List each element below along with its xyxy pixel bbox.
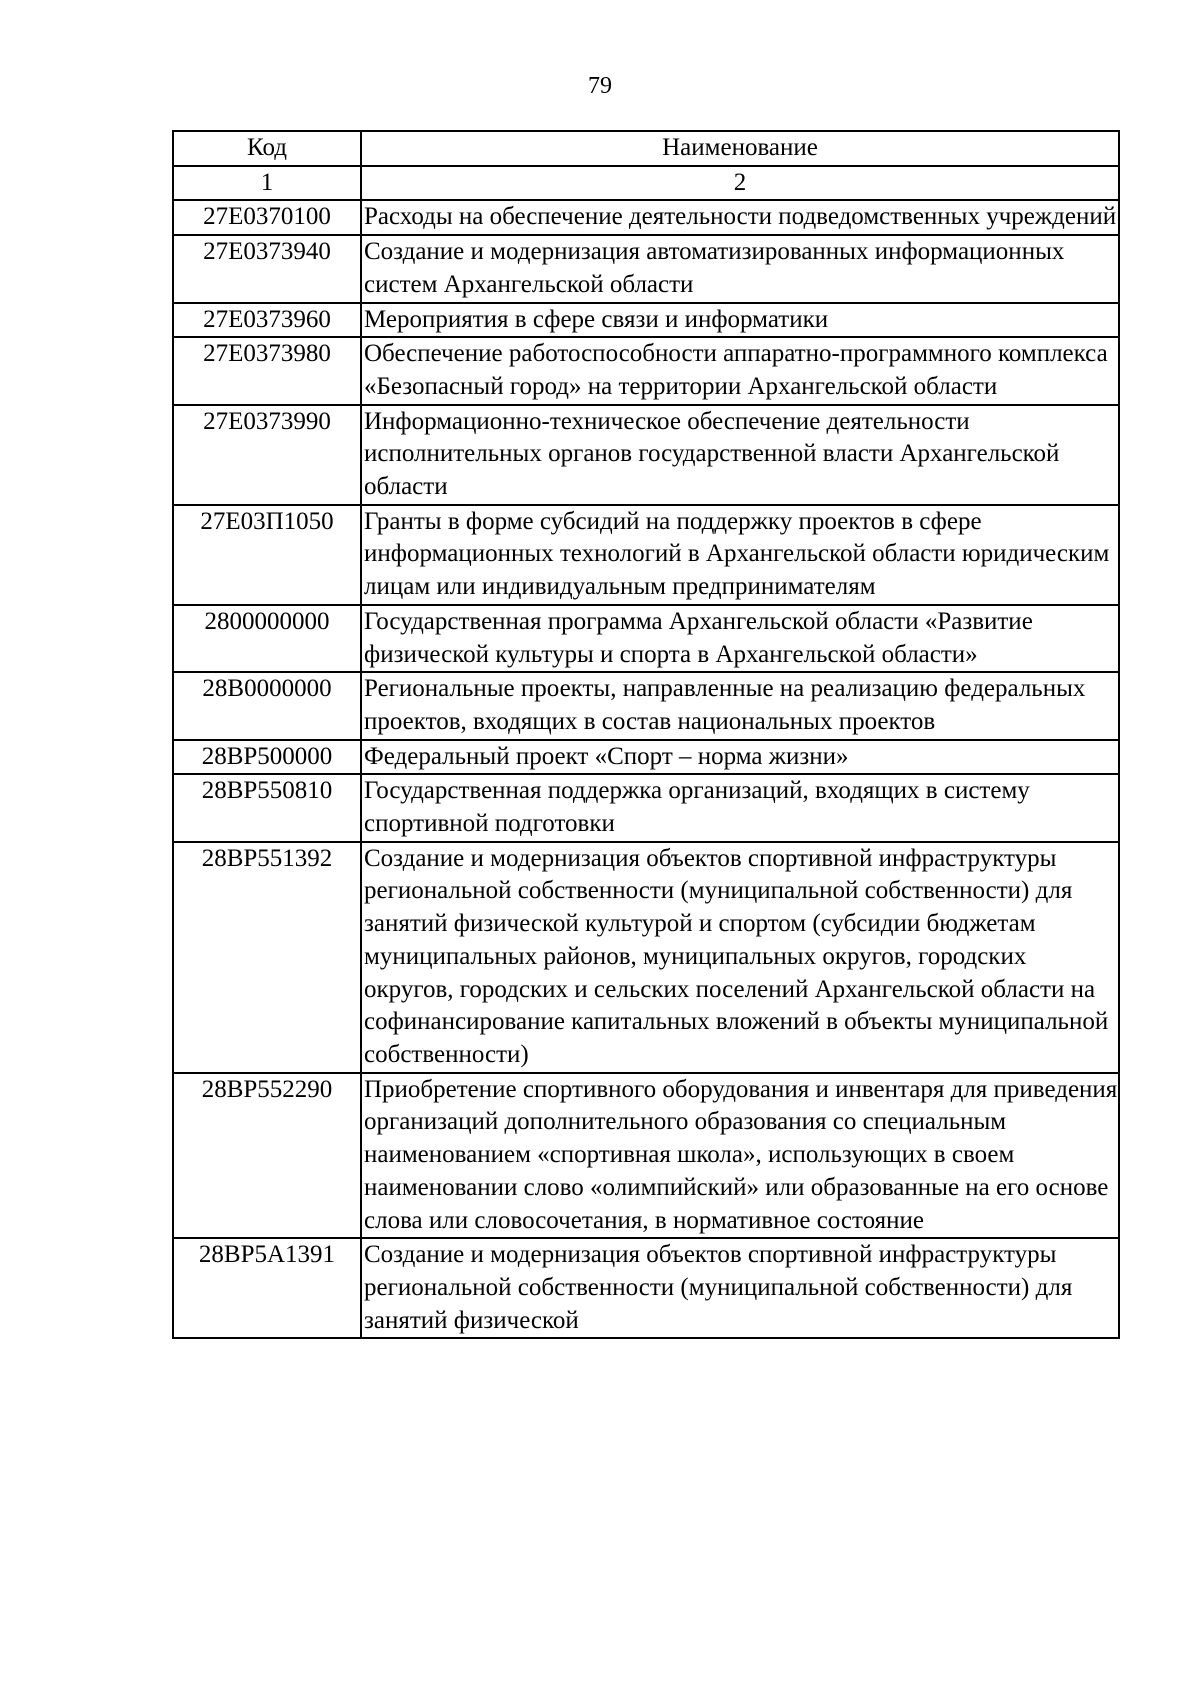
row-code: 28ВР5А1391 <box>173 1238 361 1338</box>
table-row <box>173 605 1119 672</box>
column-number-1: 1 <box>173 166 361 201</box>
table-row <box>173 505 1119 605</box>
row-name: Мероприятия в сфере связи и информатики <box>361 303 1119 338</box>
table-row <box>173 774 1119 841</box>
row-code: 28ВР500000 <box>173 740 361 775</box>
table-row <box>173 1073 1119 1239</box>
budget-codes-table <box>172 130 1120 1339</box>
row-name: Расходы на обеспечение деятельности подведомственных учреждений <box>361 200 1119 235</box>
row-name: Создание и модернизация объектов спортивной инфраструктуры региональной собственности (муниципальной собственности) для занятий физической культурой и спортом (субсидии бюджетам муниципальных районов, муниципальных округов, городских округов, городских и сельских поселений Архангельской области на софинансирование капитальных вложений в объекты муниципальной собственности) <box>361 842 1119 1073</box>
column-number-2: 2 <box>361 166 1119 201</box>
table-row <box>173 235 1119 302</box>
row-code: 28ВР550810 <box>173 774 361 841</box>
table-row <box>173 842 1119 1073</box>
row-name: Гранты в форме субсидий на поддержку проектов в сфере информационных технологий в Архангельской области юридическим лицам или индивидуальным предпринимателям <box>361 505 1119 605</box>
table-row <box>173 672 1119 739</box>
row-name: Федеральный проект «Спорт – норма жизни» <box>361 740 1119 775</box>
row-name: Создание и модернизация автоматизированных информационных систем Архангельской области <box>361 235 1119 302</box>
row-name: Приобретение спортивного оборудования и инвентаря для приведения организаций дополнительного образования со специальным наименованием «спортивная школа», использующих в своем наименовании слово «олимпийский» или образованные на его основе слова или словосочетания, в нормативное состояние <box>361 1073 1119 1239</box>
row-name: Региональные проекты, направленные на реализацию федеральных проектов, входящих в состав национальных проектов <box>361 672 1119 739</box>
table-row <box>173 337 1119 404</box>
row-name: Обеспечение работоспособности аппаратно-программного комплекса «Безопасный город» на территории Архангельской области <box>361 337 1119 404</box>
row-code: 2800000000 <box>173 605 361 672</box>
row-code: 27Е0373990 <box>173 405 361 505</box>
row-code: 28В0000000 <box>173 672 361 739</box>
table-row <box>173 200 1119 235</box>
table-row <box>173 405 1119 505</box>
header-name: Наименование <box>361 131 1119 166</box>
header-code: Код <box>173 131 361 166</box>
row-name: Создание и модернизация объектов спортивной инфраструктуры региональной собственности (муниципальной собственности) для занятий физической <box>361 1238 1119 1338</box>
table-row <box>173 303 1119 338</box>
row-code: 27Е0373980 <box>173 337 361 404</box>
row-code: 27Е0370100 <box>173 200 361 235</box>
row-name: Государственная программа Архангельской области «Развитие физической культуры и спорта в Архангельской области» <box>361 605 1119 672</box>
row-code: 27Е03П1050 <box>173 505 361 605</box>
row-code: 27Е0373960 <box>173 303 361 338</box>
table-row <box>173 740 1119 775</box>
row-name: Государственная поддержка организаций, входящих в систему спортивной подготовки <box>361 774 1119 841</box>
row-code: 27Е0373940 <box>173 235 361 302</box>
row-code: 28ВР552290 <box>173 1073 361 1239</box>
row-code: 28ВР551392 <box>173 842 361 1073</box>
table-header-row <box>173 131 1119 166</box>
column-number-row <box>173 166 1119 201</box>
table-row <box>173 1238 1119 1338</box>
row-name: Информационно-техническое обеспечение деятельности исполнительных органов государственной власти Архангельской области <box>361 405 1119 505</box>
page-number: 79 <box>588 73 612 99</box>
